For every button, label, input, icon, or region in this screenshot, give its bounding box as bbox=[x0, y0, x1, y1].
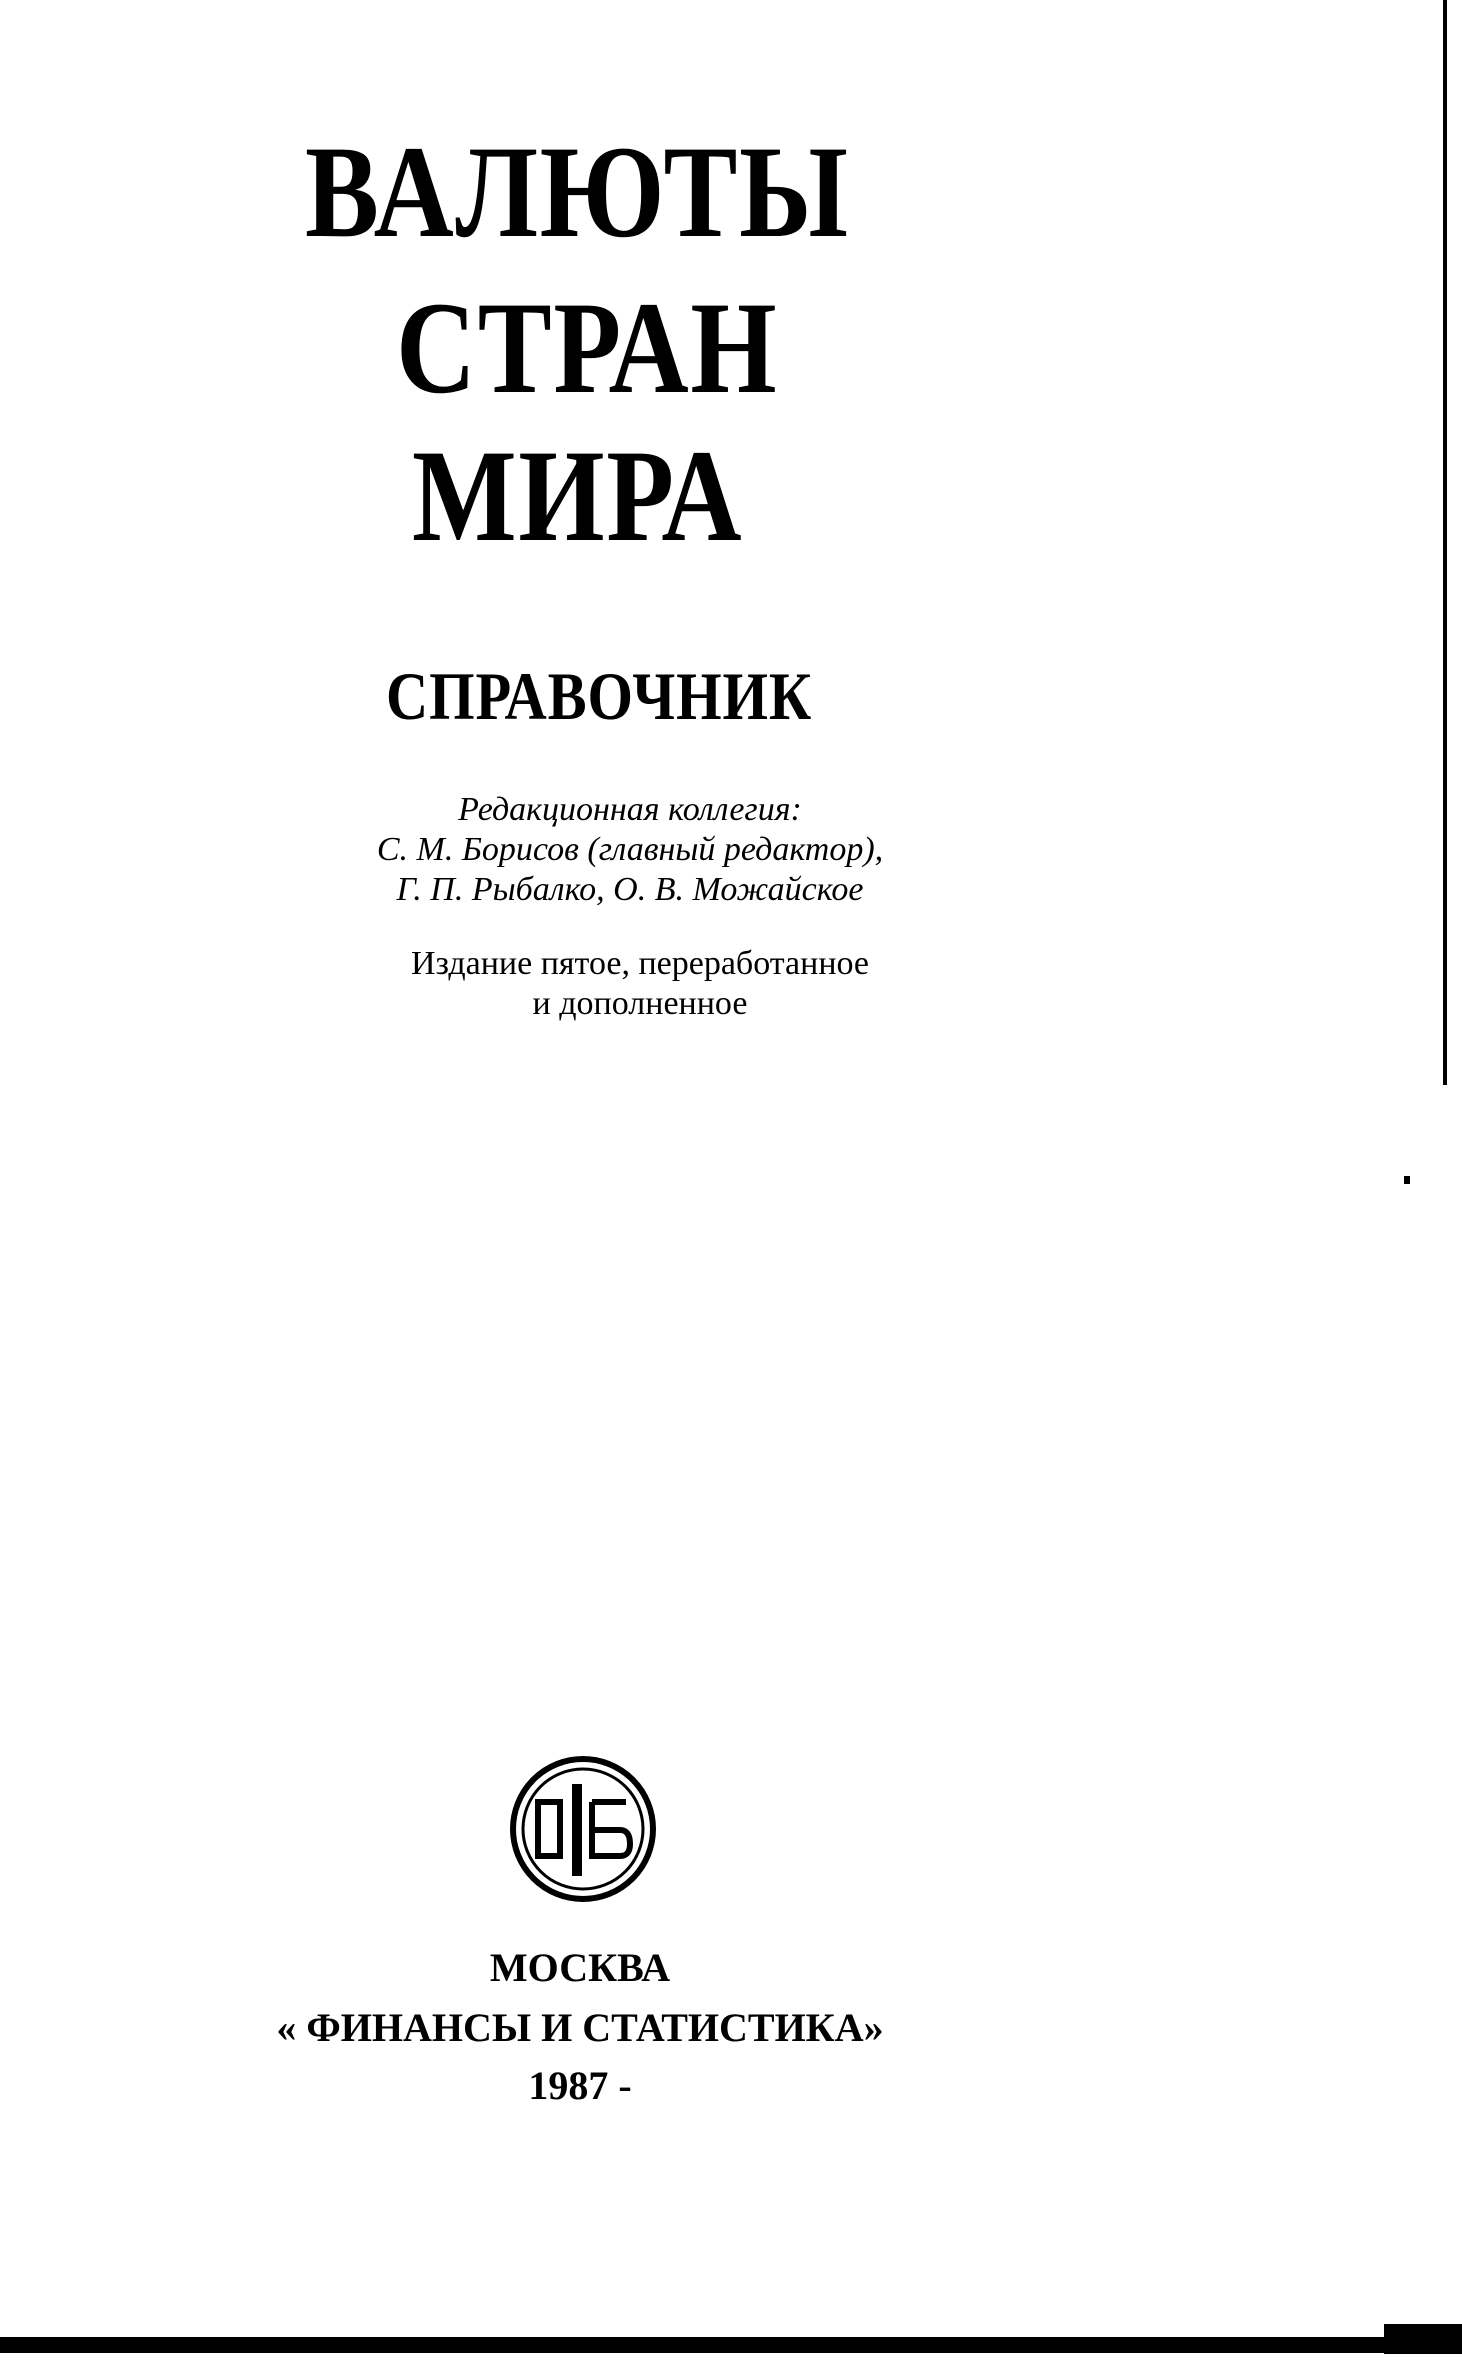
editorial-board-line-1: С. М. Борисов (главный редактор), bbox=[376, 831, 884, 868]
editorial-board-line-2: Г. П. Рыбалко, О. В. Можайское bbox=[396, 871, 864, 908]
book-title-line-2: СТРАН bbox=[396, 274, 779, 421]
right-edge-rule bbox=[1443, 0, 1447, 1085]
book-title-line-3: МИРА bbox=[412, 422, 744, 569]
book-title-line-1: ВАЛЮТЫ bbox=[305, 118, 850, 265]
print-speck bbox=[1404, 1176, 1410, 1184]
book-subtitle: СПРАВОЧНИК bbox=[386, 658, 813, 734]
edition-line-1: Издание пятое, переработанное bbox=[410, 945, 870, 982]
editorial-board bbox=[280, 790, 980, 910]
editorial-board-heading: Редакционная коллегия: bbox=[458, 791, 802, 828]
imprint-year: 1987 - bbox=[528, 2063, 632, 2108]
imprint-city: МОСКВА bbox=[489, 1945, 671, 1990]
bottom-edge-blob bbox=[1384, 2324, 1462, 2354]
bottom-edge-rule bbox=[0, 2337, 1462, 2353]
edition-line-2: и дополненное bbox=[532, 985, 748, 1022]
imprint-publisher: « ФИНАНСЫ И СТАТИСТИКА» bbox=[276, 2005, 884, 2050]
edition-statement bbox=[280, 944, 1000, 1024]
fis-publisher-emblem-icon bbox=[508, 1754, 658, 1904]
